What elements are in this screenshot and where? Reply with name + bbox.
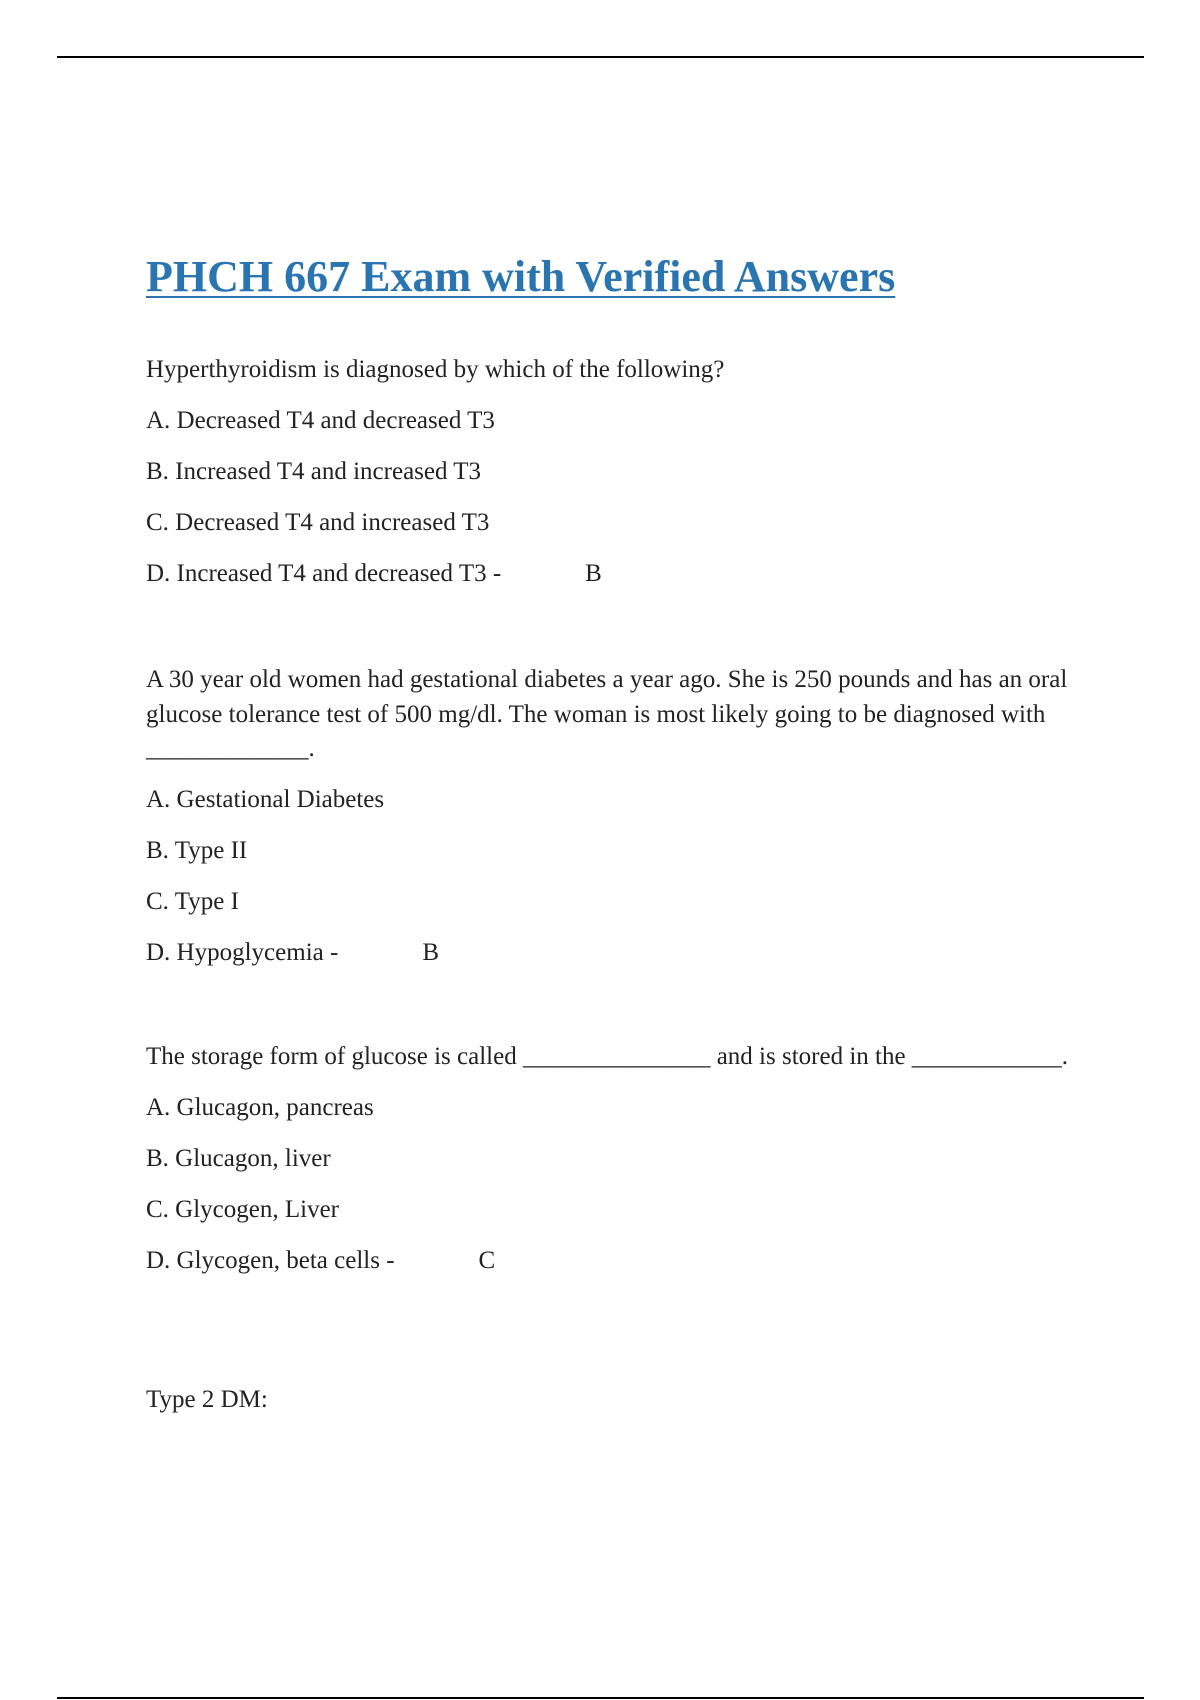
option-a: A. Glucagon, pancreas: [146, 1093, 374, 1121]
option-a: A. Gestational Diabetes: [146, 785, 385, 813]
option-a: A. Decreased T4 and decreased T3: [146, 406, 495, 434]
option-d: D. Increased T4 and decreased T3 -: [146, 559, 502, 587]
document-title: PHCH 667 Exam with Verified Answers: [146, 252, 896, 301]
option-d: D. Glycogen, beta cells -: [146, 1246, 395, 1274]
question-text: The storage form of glucose is called _______________ and is stored in the ____________.: [146, 1043, 1069, 1070]
top-rule: [57, 56, 1144, 58]
bottom-rule: [57, 1697, 1144, 1699]
option-c: C. Glycogen, Liver: [146, 1195, 340, 1223]
option-b: B. Glucagon, liver: [146, 1144, 331, 1172]
question-text: Type 2 DM:: [146, 1386, 268, 1413]
option-d: D. Hypoglycemia -: [146, 938, 339, 966]
question-3: [146, 1040, 1086, 1295]
option-c: C. Decreased T4 and increased T3: [146, 508, 490, 536]
option-d-with-answer: [146, 936, 1086, 970]
option-b: B. Type II: [146, 836, 248, 864]
answer-key: C: [478, 1246, 496, 1274]
question-text: Hyperthyroidism is diagnosed by which of the following?: [146, 356, 725, 383]
question-text: A 30 year old women had gestational diabetes a year ago. She is 250 pounds and has an oral glucose tolerance test of 500 mg/dl. The woman is most likely going to be diagnosed with _____________.: [146, 666, 1068, 762]
option-b: B. Increased T4 and increased T3: [146, 457, 482, 485]
question-4: [146, 1383, 1086, 1418]
answer-key: B: [422, 938, 439, 966]
option-d-with-answer: [146, 1244, 1086, 1278]
option-d-with-answer: [146, 557, 1086, 591]
option-c: C. Type I: [146, 887, 239, 915]
question-1: [146, 353, 1086, 591]
question-2: [146, 663, 1086, 987]
answer-key: B: [585, 559, 602, 587]
